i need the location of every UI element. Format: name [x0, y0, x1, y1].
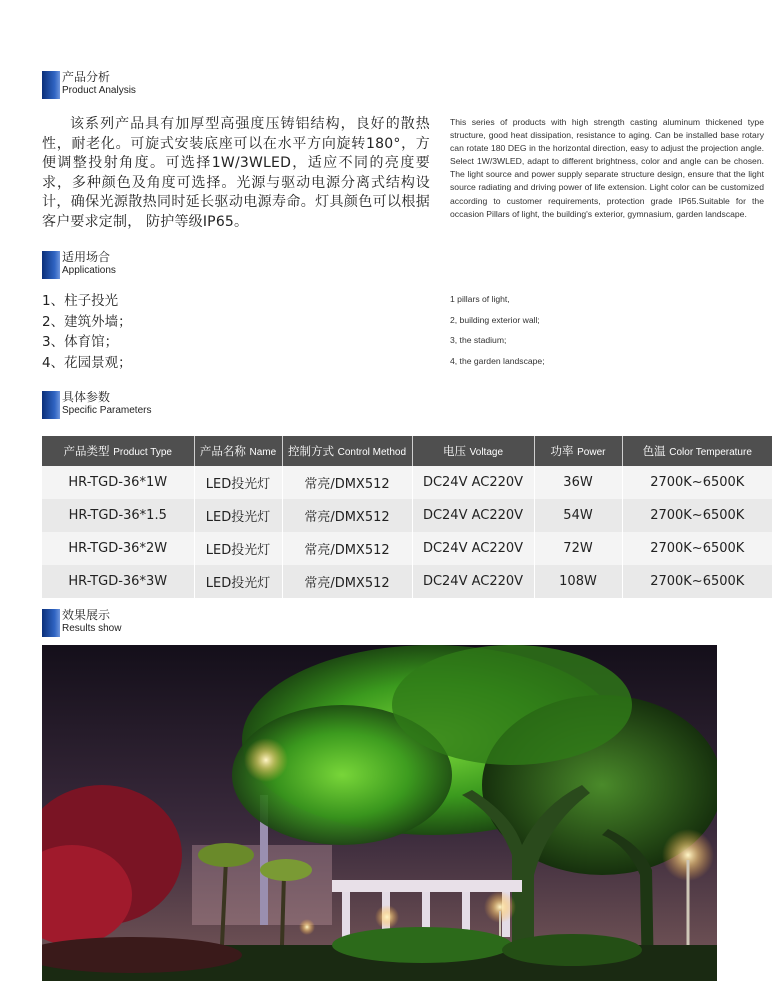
- section-marker-icon: [42, 251, 60, 279]
- cell-voltage: DC24V AC220V: [412, 466, 534, 499]
- section-title-en: Specific Parameters: [62, 405, 152, 416]
- table-row: [42, 565, 772, 598]
- cell-color-temperature: 2700K~6500K: [622, 532, 772, 565]
- section-title-cn: 适用场合: [62, 250, 111, 264]
- column-header-voltage: 电压 Voltage: [412, 436, 534, 466]
- section-title-en: Product Analysis: [62, 85, 136, 96]
- list-item: 4, the garden landscape;: [450, 355, 545, 366]
- section-title-cn: 产品分析: [62, 70, 111, 84]
- cell-control-method: 常亮/DMX512: [282, 499, 412, 532]
- list-item: 1、柱子投光: [42, 293, 119, 309]
- list-item: 3, the stadium;: [450, 335, 507, 345]
- results-photo: [42, 645, 717, 981]
- section-marker-icon: [42, 71, 60, 99]
- section-marker-icon: [42, 609, 60, 637]
- section-title-cn: 具体参数: [62, 390, 111, 404]
- cell-voltage: DC24V AC220V: [412, 532, 534, 565]
- parameters-table: [42, 436, 772, 598]
- cell-name: LED投光灯: [194, 532, 282, 565]
- list-item: 3、体育馆；: [42, 334, 119, 350]
- table-row: [42, 466, 772, 499]
- cell-control-method: 常亮/DMX512: [282, 532, 412, 565]
- applications-list-cn: [42, 291, 132, 373]
- cell-product-type: HR-TGD-36*3W: [42, 565, 194, 598]
- cell-product-type: HR-TGD-36*1W: [42, 466, 194, 499]
- cell-color-temperature: 2700K~6500K: [622, 499, 772, 532]
- column-header-color-temperature: 色温 Color Temperature: [622, 436, 772, 466]
- product-description-en: This series of products with high strength casting aluminum thickened type structure, good heat dissipation, resistance to aging. Can be installed base rotary can rotate 180 DEG in the horizontal direction, easy to adjust the projection angle. Select 1W/3WLED, adapt to different brightness, color and angle can be chosen. The light source and power supply separate structure design, ensure that the light source radiating and driving power of life extension. Light color can be customized according to customer requirements, protection grade IP65.Suitable for the occasion Pillars of light, the building's exterior, gymnasium, garden landscape.: [450, 117, 764, 219]
- cell-name: LED投光灯: [194, 466, 282, 499]
- section-marker-icon: [42, 391, 60, 419]
- cell-product-type: HR-TGD-36*2W: [42, 532, 194, 565]
- table-row: [42, 499, 772, 532]
- cell-control-method: 常亮/DMX512: [282, 565, 412, 598]
- list-item: 2、建筑外墙；: [42, 313, 132, 330]
- list-item: 1 pillars of light,: [450, 294, 510, 304]
- column-header-name: 产品名称 Name: [194, 436, 282, 466]
- cell-voltage: DC24V AC220V: [412, 565, 534, 598]
- cell-power: 54W: [534, 499, 622, 532]
- cell-color-temperature: 2700K~6500K: [622, 466, 772, 499]
- cell-name: LED投光灯: [194, 499, 282, 532]
- table-header-row: [42, 436, 772, 466]
- cell-voltage: DC24V AC220V: [412, 499, 534, 532]
- list-item: 2, building exterior wall;: [450, 314, 540, 325]
- cell-power: 36W: [534, 466, 622, 499]
- cell-power: 72W: [534, 532, 622, 565]
- list-item: 4、花园景观；: [42, 354, 132, 371]
- table-row: [42, 532, 772, 565]
- section-title-en: Results show: [62, 623, 122, 634]
- section-title-en: Applications: [62, 265, 116, 276]
- section-title-cn: 效果展示: [62, 608, 111, 622]
- cell-control-method: 常亮/DMX512: [282, 466, 412, 499]
- cell-product-type: HR-TGD-36*1.5: [42, 499, 194, 532]
- column-header-product-type: 产品类型 Product Type: [42, 436, 194, 466]
- product-description-cn: 该系列产品具有加厚型高强度压铸铝结构，良好的散热性，耐老化。可旋式安装底座可以在水平方向旋转180°，方便调整投射角度。可选择1W/3WLED，适应不同的亮度要求，多种颜色及角度可选择。光源与驱动电源分离式结构设计，确保光源散热同时延长驱动电源寿命。灯具颜色可以根据客户要求定制， 防护等级IP65。: [42, 116, 430, 230]
- cell-color-temperature: 2700K~6500K: [622, 565, 772, 598]
- night-landscape-illustration: [42, 645, 717, 981]
- column-header-power: 功率 Power: [534, 436, 622, 466]
- applications-list-en: [450, 293, 545, 375]
- cell-name: LED投光灯: [194, 565, 282, 598]
- column-header-control-method: 控制方式 Control Method: [282, 436, 412, 466]
- cell-power: 108W: [534, 565, 622, 598]
